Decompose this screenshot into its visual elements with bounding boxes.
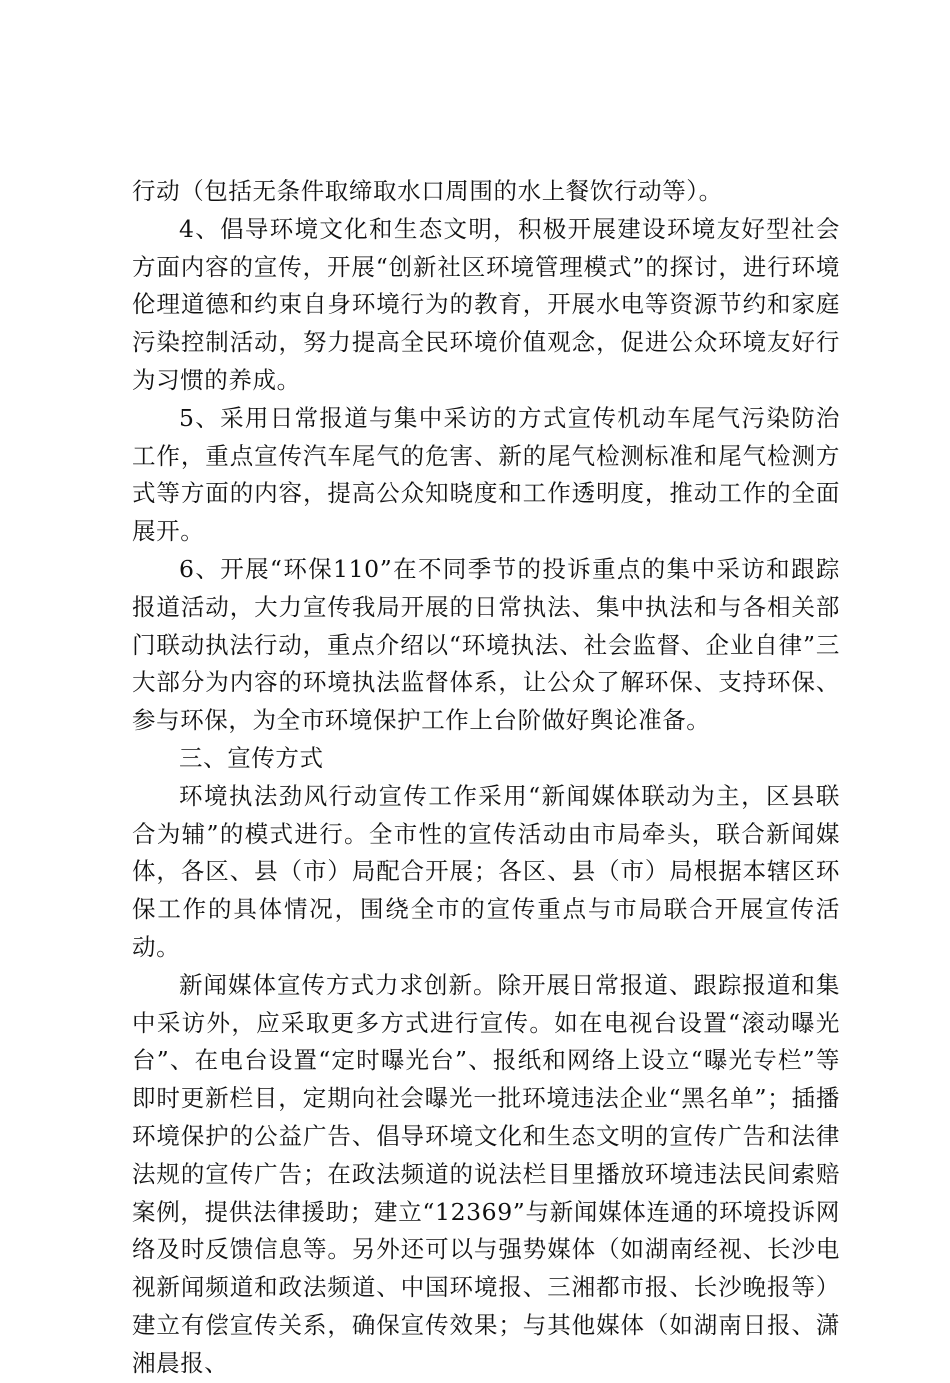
paragraph-continuation: 行动（包括无条件取缔取水口周围的水上餐饮行动等）。 — [132, 177, 723, 205]
paragraph-method-1: 环境执法劲风行动宣传工作采用“新闻媒体联动为主，区县联合为辅”的模式进行。全市性的宣传活动由市局牵头，联合新闻媒体，各区、县（市）局配合开展；各区、县（市）局根据本辖区环保工作的具体情况，围绕全市的宣传重点与市局联合开展宣传活动。 — [132, 781, 840, 961]
paragraph-item-6: 6、开展“环保110”在不同季节的投诉重点的集中采访和跟踪报道活动，大力宣传我局开展的日常执法、集中执法和与各相关部门联动执法行动，重点介绍以“环境执法、社会监督、企业自律”三大部分为内容的环境执法监督体系，让公众了解环保、支持环保、参与环保，为全市环境保护工作上台阶做好舆论准备。 — [132, 554, 840, 735]
document-body — [132, 173, 840, 1383]
paragraph-item-4: 4、倡导环境文化和生态文明，积极开展建设环境友好型社会方面内容的宣传，开展“创新社区环境管理模式”的探讨，进行环境伦理道德和约束自身环境行为的教育，开展水电等资源节约和家庭污染控制活动，努力提高全民环境价值观念，促进公众环境友好行为习惯的养成。 — [132, 214, 840, 394]
paragraph-method-2: 新闻媒体宣传方式力求创新。除开展日常报道、跟踪报道和集中采访外，应采取更多方式进行宣传。如在电视台设置“滚动曝光台”、在电台设置“定时曝光台”、报纸和网络上设立“曝光专栏”等即时更新栏目，定期向社会曝光一批环境违法企业“黑名单”；插播环境保护的公益广告、倡导环境文化和生态文明的宣传广告和法律法规的宣传广告；在政法频道的说法栏目里播放环境违法民间索赔案例，提供法律援助；建立“12369”与新闻媒体连通的环境投诉网络及时反馈信息等。另外还可以与强势媒体（如湖南经视、长沙电视新闻频道和政法频道、中国环境报、三湘都市报、长沙晚报等）建立有偿宣传关系，确保宣传效果；与其他媒体（如湖南日报、潇湘晨报、 — [132, 970, 840, 1377]
paragraph-item-5: 5、采用日常报道与集中采访的方式宣传机动车尾气污染防治工作，重点宣传汽车尾气的危害、新的尾气检测标准和尾气检测方式等方面的内容，提高公众知晓度和工作透明度，推动工作的全面展开。 — [132, 403, 840, 546]
section-heading-publicity-methods: 三、宣传方式 — [179, 743, 324, 772]
